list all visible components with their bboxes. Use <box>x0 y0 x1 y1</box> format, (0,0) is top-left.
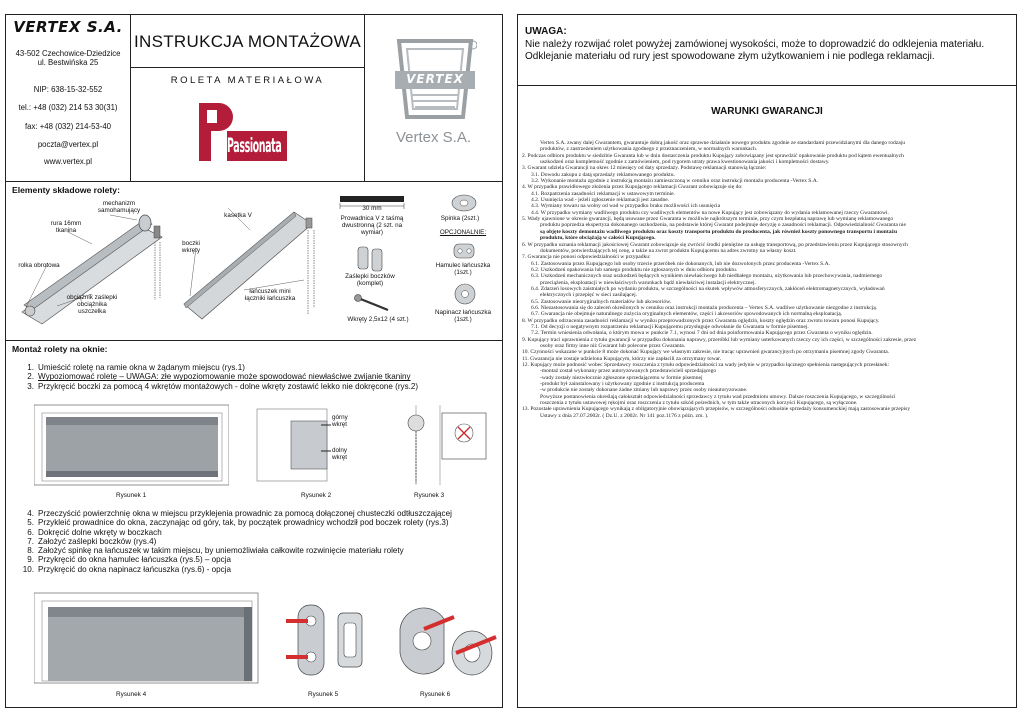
step-6: 6. Dokręcić dolne wkręty w boczkach <box>27 527 162 537</box>
warranty-line: 7.1. Od decyzji o negatywnym rozpatrzeniu reklamacji Kupującemu przysługuje odwołanie do Gwaranta w formie pisemnej. <box>531 323 809 330</box>
warranty-line: 9. Kupujący traci uprawnienia z tytułu gwarancji w przypadku dokonania naprawy, przeróbki lub wymiany usterkowanych rzeczy czy ich części, w szczególności zakresie, przez <box>522 336 917 343</box>
contact-phone: tel.: +48 (032) 214 53 30(31) <box>18 103 118 112</box>
title-cell <box>130 14 365 182</box>
warranty-line: 3. Gwarant udziela Gwarancji na okres 12 miesięcy od daty sprzedaży. Podstawę reklamacji stanowią łącznie: <box>522 165 767 172</box>
step-7: 7. Założyć zaślepki boczków (rys.4) <box>27 536 157 546</box>
contact-address-2: ul. Bestwińska 25 <box>37 58 99 67</box>
label-tensioner: Napinacz łańcuszka (1szt.) <box>434 309 491 324</box>
warranty-line: 7. Gwarancja nie ponosi odpowiedzialności w przypadku: <box>522 254 651 261</box>
label-top-screw: górny wkręt <box>332 414 348 429</box>
step-10: 10. Przykręcić do okna napinacz łańcuszka (rys.6) - opcja <box>22 564 231 574</box>
label-guide: Prowadnica V z taśmą dwustronną (2 szt. na wymiar) <box>340 215 404 237</box>
warranty-line: produktu poprzedza ekspertyza dokonanego uszkodzenia, na podstawie której Gwarant podejmuje decyzję o zasadności reklamacji. Odpowiedzialność Gwaranta nie <box>540 222 906 229</box>
label-screws: Wkręty 2,5x12 (4 szt.) <box>347 316 409 323</box>
step-1: 1. Umieścić roletę na ramie okna w żądanym miejscu (rys.1) <box>27 363 245 372</box>
label-dimension: 30 mm <box>362 205 382 212</box>
vertex-logo-caption: Vertex S.A. <box>395 129 472 146</box>
label-brake: Hamulec łańcuszka (1szt.) <box>435 262 491 277</box>
warranty-line: 8. W przypadku odrzucenia zasadności reklamacji w wyniku przeprowadzonych przez Gwaranta oględzin, koszty oględzin oraz zwrotu towaru ponosi Kupujący. <box>522 317 880 324</box>
figure-5-caption: Rysunek 5 <box>308 691 339 698</box>
warranty-line: 7.2. Termin wniesienia odwołania, o którym mowa w punkcie 7.1, wynosi 7 dni od dnia poinformowania Kupującego przez Gwaranta o wyniku oględzin. <box>531 330 873 337</box>
label-tube: rura 16mm tkanina <box>50 220 82 235</box>
company-name: VERTEX S.A. <box>13 18 123 36</box>
step-2: 2. Wypoziomować roletę – UWAGA: złe wypoziomowanie może spowodować niewłaściwe zwijanie tkaniny <box>27 372 411 382</box>
mounting-steps-b <box>20 509 500 574</box>
warranty-line: -wady zostały niezwłocznie zgłoszone sprzedającemu w formie pisemnej <box>540 374 703 381</box>
roller-blind-cassette-drawing <box>176 204 326 334</box>
notice-box <box>517 14 1017 86</box>
warranty-line: produktu, które obciążają w całości Kupującego. <box>540 235 656 242</box>
parts-title: Elementy składowe rolety: <box>12 185 120 195</box>
step-9: 9. Przykręcić do okna hamulec łańcuszka (rys.5) – opcja <box>27 555 231 565</box>
warranty-line: 6.5. Zastosowanie nieoryginalnych materiałów lub akcesoriów. <box>531 298 672 305</box>
figure-6-caption: Rysunek 6 <box>420 691 451 698</box>
warranty-line: 5. Wady ujawnione w okresie gwarancji, będą usuwane przez Gwaranta w możliwie najkrótszym terminie, przy czym bezpłatną naprawę lub wymianę reklamowanego <box>522 216 894 223</box>
warranty-line: 3.2. Wykonanie montażu zgodnie z instrukcją montażu zamieszczoną w cenniku oraz instrukcji montażu producenta -Vertex S.A. <box>531 178 819 185</box>
step-5: 5. Przykleić prowadnice do okna, zaczynając od góry, tak, by początek prowadnicy wchodził pod boczek rolety (rys.3) <box>27 518 449 528</box>
warranty-line: uszkodzeń oraz kompletność zgodnie z zamówieniem, pod rygorem utraty prawa kwestionowania jakości i kompletności dostawy. <box>540 159 830 166</box>
figure-3-caption: Rysunek 3 <box>414 492 445 499</box>
warranty-line: przeciążenia, eksploatacji w niewłaściwych warunkach bądź niewłaściwej instalacji elektrycznej. <box>540 279 756 286</box>
figure-3-drawing <box>386 403 496 487</box>
warranty-line: 6.3. Uszkodzeń mechanicznych oraz uszkodzeń będących wynikiem niewłaściwego lub niedbałego montażu, użytkowania lub przechowywania, nadmiernego <box>531 273 883 280</box>
document-subtitle: ROLETA MATERIAŁOWA <box>170 75 325 86</box>
warranty-line: -montaż został wykonany przez autoryzowanych przedstawicieli sprzedającego <box>540 368 717 375</box>
mounting-steps-a <box>20 363 500 391</box>
parts-section <box>5 181 503 341</box>
step-3: 3. Przykręcić boczki za pomocą 4 wkrętów montażowych - dolne wkręty zostawić lekko nie dokręcone (rys.2) <box>27 381 419 391</box>
label-clip: Spinka (2szt.) <box>440 215 480 222</box>
chain-clip-icon <box>450 192 478 214</box>
warranty-line: osoby oraz firmy inne niż Gwarant lub polecone przez Gwaranta. <box>540 343 686 349</box>
warranty-line: Powyższe postanowienia określają całokształt odpowiedzialności sprzedawcy z tytułu wad przedmiotu umowy. Dalsze roszczenia Kupującego, w szczególności <box>540 393 896 400</box>
title-divider <box>131 67 364 68</box>
warranty-line: -w produkcie nie zostały dokonane żadne zmiany lub naprawy przez osoby nieautoryzowane. <box>540 387 748 394</box>
warranty-line: 6.1. Zastosowania przez Kupującego lub osoby trzecie przeróbek nie dokonanych, lub nie dozwolonych przez producenta -Vertex S.A. <box>531 260 830 267</box>
warranty-line: 6.6. Niezastosowania się do zaleceń określonych w cenniku oraz instrukcji montażu producenta – Vertex S.A. wadliwe użytkowanie niezgodne z instrukcją. <box>531 304 878 311</box>
notice-text: Nie należy rozwijać rolet powyżej zamówionej wysokości, może to doprowadzić do odklejenia materiału. Odklejanie materiału od rury jest spowodowane złym użytkowaniem i nie podlega reklamacji. <box>525 39 985 62</box>
label-optional: OPCJONALNIE: <box>439 229 487 236</box>
warranty-line: 4.4. W przypadku wymiany wadliwego produktu czy wadliwych elementów na nowe Kupujący jest zobowiązany do wydania reklamowanej rzeczy Gwarantowi. <box>531 209 889 216</box>
warranty-line: produktów, z zastrzeżeniem użytkowania zgodnego z przeznaczeniem, w normalnych warunkach. <box>540 146 758 153</box>
warranty-line: 4.2. Usunięcia wad - jeżeli zgłoszenie reklamacji jest zasadne. <box>531 197 670 204</box>
warranty-title: WARUNKI GWARANCJI <box>711 106 823 117</box>
vertex-logo-cell <box>364 14 503 182</box>
chain-tensioner-icon <box>452 282 478 306</box>
warranty-line: 12. Kupujący może podnosić wobec Sprzedawcy roszczenia z tytułu odpowiedzialności za wady jedynie w przypadku łącznego spełnienia następujących przesłanek: <box>522 362 890 369</box>
contact-address-1: 43-502 Czechowice-Dziedzice <box>15 49 121 58</box>
figure-1-caption: Rysunek 1 <box>116 492 147 499</box>
company-cell <box>5 14 131 182</box>
figure-4-caption: Rysunek 4 <box>116 691 147 698</box>
mounting-section <box>5 340 503 708</box>
contact-fax: fax: +48 (032) 214-53-40 <box>24 122 112 131</box>
warranty-line: roszczenia z tytułu ustawowej rękojmi oraz roszczenia z tytułu szkód pośrednich, w tym także utraconych korzyści Kupującego, są wyłączone. <box>540 400 858 407</box>
label-end-caps: Zaślepki boczków (komplet) <box>345 273 395 288</box>
warranty-line: 2. Podczas odbioru produktu w siedzibie Gwaranta lub w dniu dostarczenia produktu Kupujący zobowiązany jest sprawdzić opakowanie produktu pod kątem ewentualnych <box>522 152 904 159</box>
guide-rail-icon <box>336 196 408 210</box>
warranty-line: Vertex S.A. zwany dalej Gwarantem, gwarantuje dobrą jakość oraz sprawne działanie nowego produktu zgodnie ze standardami przewidzianymi dla danego rodzaju <box>540 140 906 146</box>
warranty-text <box>522 140 1012 419</box>
warranty-line: 6.7. Gwarancja nie obejmuje naturalnego zużycia oryginalnych elementów, części i akcesoriów spowodowanych ich normalną eksploatacją. <box>531 311 843 318</box>
label-bottom-screw: dolny wkręt <box>332 447 348 462</box>
warranty-line: 6.4. Zdarzeń losowych zaistniałych po wydaniu produktu, w szczególności na skutek wpływów atmosferycznych, zakłóceń elektromagnetycznych, wyładowań <box>531 285 885 292</box>
end-caps-icon <box>354 245 388 273</box>
label-side-caps: boczki wkręty <box>181 240 201 255</box>
label-roller: rolka obrotowa <box>18 262 60 269</box>
passionata-logo <box>197 101 289 163</box>
vertex-logo-wordmark: VERTEX <box>406 72 464 86</box>
warranty-line: 4. W przypadku prawidłowego złożenia przez Kupującego reklamacji Gwarant zobowiązuje się do: <box>522 184 743 191</box>
warranty-line: -produkt był zainstalowany i użytkowany zgodnie z instrukcją producenta <box>540 381 705 388</box>
contact-website[interactable]: www.vertex.pl <box>43 157 93 166</box>
warranty-line: dokumentów, potwierdzających tej cenę, a także na zwrot produktu Kupującemu na adres zwrotny na własny koszt. <box>540 247 797 254</box>
document-title: INSTRUKCJA MONTAŻOWA <box>134 32 361 51</box>
label-cassette: kasetka V <box>224 212 252 219</box>
label-chain: łańcuszek mini łączniki łańcuszka <box>244 288 296 303</box>
figure-2-caption: Rysunek 2 <box>301 492 332 499</box>
passionata-logo-text: Passionata <box>227 135 282 159</box>
mounting-title: Montaż rolety na oknie: <box>12 344 108 354</box>
step-4: 4. Przeczyścić powierzchnię okna w miejscu przyklejenia prowadnic za pomocą dołączonej chusteczki odtłuszczającej <box>27 509 452 518</box>
figure-6-drawing <box>392 599 498 683</box>
screws-icon <box>352 294 394 314</box>
warranty-line: elektrycznych i przepięć w sieci zasilającej. <box>540 292 638 299</box>
warranty-line: 3.1. Dowodu zakupu z datą sprzedaży reklamowanego produktu. <box>531 171 675 178</box>
figure-4-drawing <box>34 589 259 685</box>
chain-brake-icon <box>450 240 478 262</box>
warranty-line: 11. Gwarancja nie zostaje udzielona Kupującym, którzy nie zapłacili za otrzymany towar. <box>522 355 722 362</box>
warranty-line: są objęte koszty demontażu wadliwego produktu oraz koszty transportu produktu do producenta, jak również koszty ponownego transportu i montażu <box>540 228 898 235</box>
contact-nip: NIP: 638-15-32-552 <box>33 85 103 94</box>
warranty-line: 6. W przypadku uznania reklamacji jakościowej Gwarant zobowiązuje się zwrócić środki pieniężne za usługę transportową, po przedstawieniu przez Kupującego stosownych <box>522 241 908 248</box>
warranty-line: 4.3. Wymiany towaru na wolny od wad w przypadku braku możliwości ich usunięcia <box>531 203 721 210</box>
label-weight: obciążnik zaślepki obciążnika uszczelka <box>66 294 118 316</box>
figure-2-drawing <box>251 401 341 489</box>
figure-5-drawing <box>282 597 372 683</box>
figure-1-drawing <box>34 401 229 489</box>
label-mechanism: mechanizm samohamujący <box>97 200 141 215</box>
warranty-line: 13. Pozostałe uprawnienia Kupującego wynikają z obligatoryjnie obowiązujących przepisów, w szczególności odnośnie sprzedaży konsumenckiej mają zastosowanie przepisy <box>522 406 911 413</box>
step-8: 8. Założyć spinkę na łańcuszek w takim miejscu, by uniemożliwiała całkowite rozwinięcie materiału rolety <box>27 546 404 556</box>
warranty-line: 10. Czynności wskazane w punkcie 8 może dokonać Kupujący we własnym zakresie, nie tracąc uprawnień gwarancyjnych po otrzymaniu pisemnej zgody Gwaranta. <box>522 349 890 356</box>
notice-title: UWAGA: <box>525 26 567 37</box>
warranty-line: Ustawy z dnia 27.07.2002r. ( Dz.U. z 2002r. Nr 141 poz.1176 z późn. zm. ). <box>540 412 709 419</box>
warranty-line: 4.1. Rozpatrzenia zasadności reklamacji w ustawowym terminie. <box>531 190 676 197</box>
contact-email[interactable]: poczta@vertex.pl <box>37 140 99 149</box>
warranty-line: 6.2. Uszkodzeń opakowania lub samego produktu nie zgłoszonych w dniu odbioru produktu. <box>531 266 738 273</box>
